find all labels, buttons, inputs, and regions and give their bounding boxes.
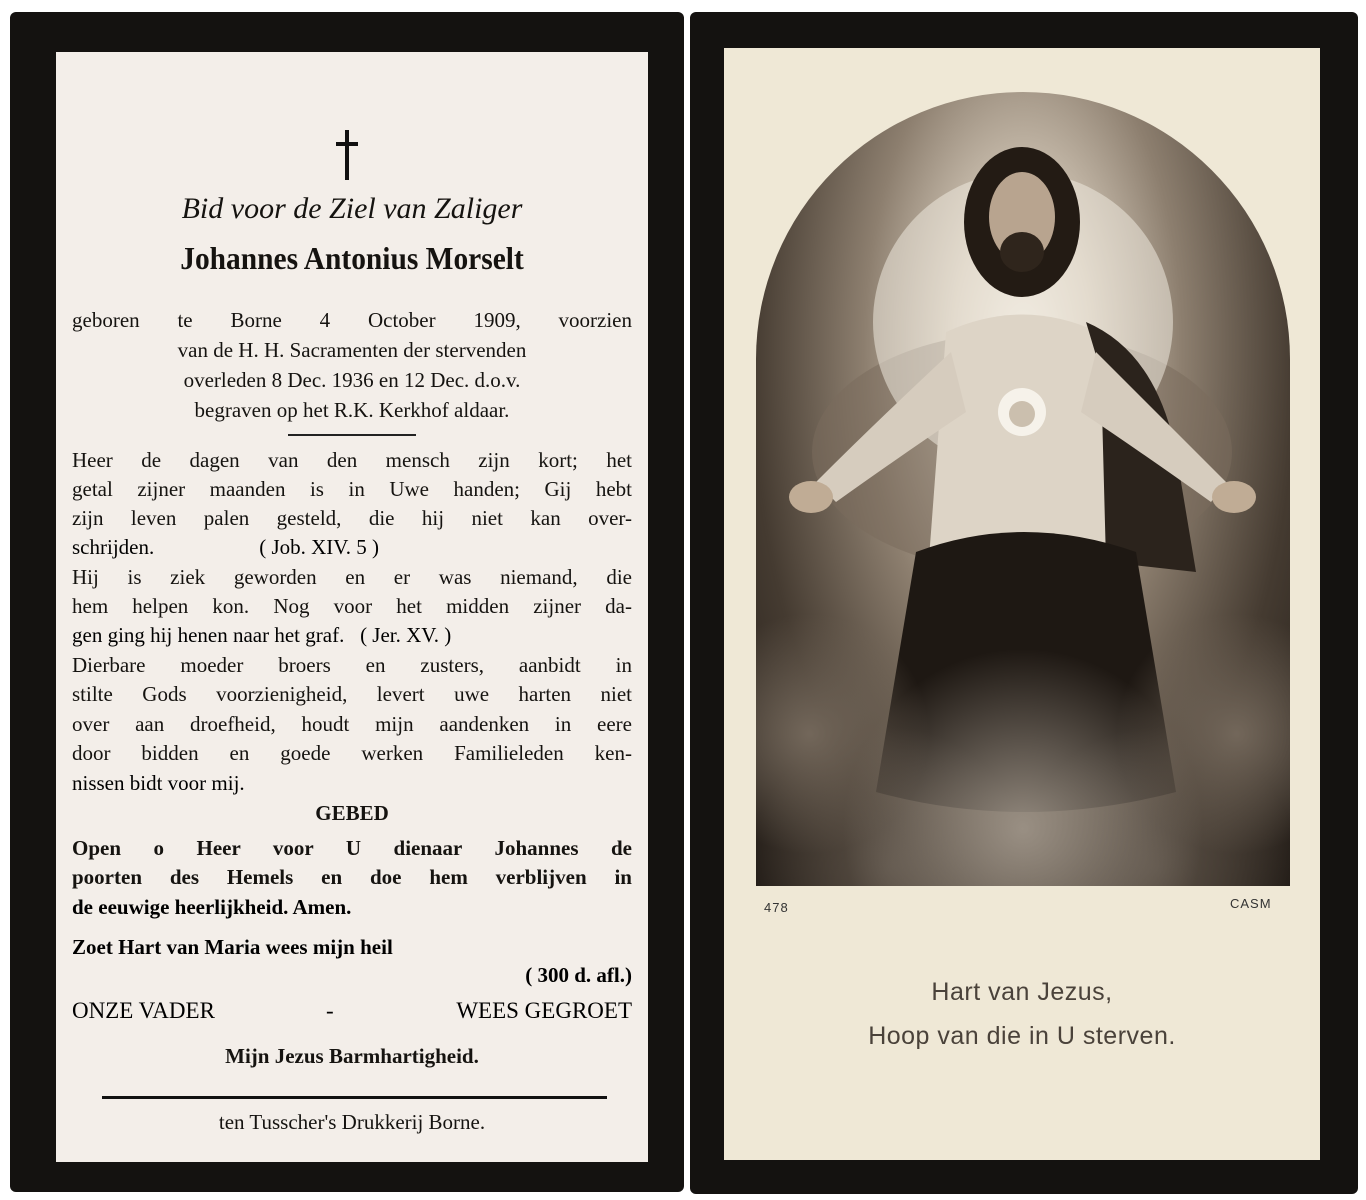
verse-line: over aan droefheid, houdt mijn aandenken in eere: [72, 712, 632, 736]
indulgence: ( 300 d. afl.): [525, 963, 632, 987]
prayer-line: Open o Heer voor U dienaar Johannes de: [72, 836, 632, 860]
caption-line-2: Hoop van die in U sterven.: [868, 1022, 1176, 1050]
clouds: [756, 506, 1290, 886]
verse-line: Dierbare moeder broers en zusters, aanbidt in: [72, 653, 632, 677]
memorial-card-text-side: [10, 12, 684, 1192]
prayer-title: GEBED: [315, 801, 389, 825]
divider: [288, 434, 416, 436]
image-panel: [724, 48, 1320, 1160]
detail-line: van de H. H. Sacramenten der stervenden: [177, 338, 527, 362]
deceased-name: Johannes Antonius Morselt: [180, 240, 524, 276]
verse-line: door bidden en goede werken Familieleden ken-: [72, 741, 632, 765]
prayer-right: WEES GEGROET: [456, 998, 632, 1023]
detail-line: geboren te Borne 4 October 1909, voorzien: [72, 308, 632, 332]
divider: [102, 1096, 607, 1099]
invocation: Zoet Hart van Maria wees mijn heil: [72, 935, 393, 959]
detail-line: begraven op het R.K. Kerkhof aldaar.: [194, 398, 510, 422]
verse-line: Hij is ziek geworden en er was niemand, die: [72, 565, 632, 589]
publisher-mark: CASM: [1230, 896, 1272, 911]
verse-line: getal zijner maanden is in Uwe handen; Gij hebt: [72, 477, 632, 501]
prayer-dash: -: [326, 998, 334, 1023]
memorial-card-image-side: [690, 12, 1358, 1194]
mercy-line: Mijn Jezus Barmhartigheid.: [225, 1044, 479, 1068]
detail-line: overleden 8 Dec. 1936 en 12 Dec. d.o.v.: [183, 368, 521, 392]
verse-line: stilte Gods voorzienigheid, levert uwe harten niet: [72, 682, 632, 706]
verse-line: zijn leven palen gesteld, die hij niet kan over-: [72, 506, 632, 530]
text-panel: [56, 52, 648, 1162]
sacred-heart-picture: [756, 92, 1290, 886]
prayer-line: poorten des Hemels en doe hem verblijven in: [72, 865, 632, 889]
caption-line-1: Hart van Jezus,: [931, 978, 1113, 1006]
printer-credit: ten Tusscher's Drukkerij Borne.: [218, 1110, 486, 1134]
prayer-left: ONZE VADER: [72, 998, 215, 1023]
verse-line: hem helpen kon. Nog voor het midden zijner da-: [72, 594, 632, 618]
verse-line: gen ging hij henen naar het graf. ( Jer. XV. ): [72, 623, 452, 647]
verse-line: schrijden. ( Job. XIV. 5 ): [72, 535, 380, 559]
cross-icon: [336, 130, 358, 180]
prayer-line: de eeuwige heerlijkheid. Amen.: [72, 895, 352, 919]
prayer-heading: Bid voor de Ziel van Zaliger: [181, 192, 523, 225]
verse-line: nissen bidt voor mij.: [72, 771, 245, 795]
image-number: 478: [764, 900, 789, 915]
verse-line: Heer de dagen van den mensch zijn kort; het: [72, 448, 632, 472]
